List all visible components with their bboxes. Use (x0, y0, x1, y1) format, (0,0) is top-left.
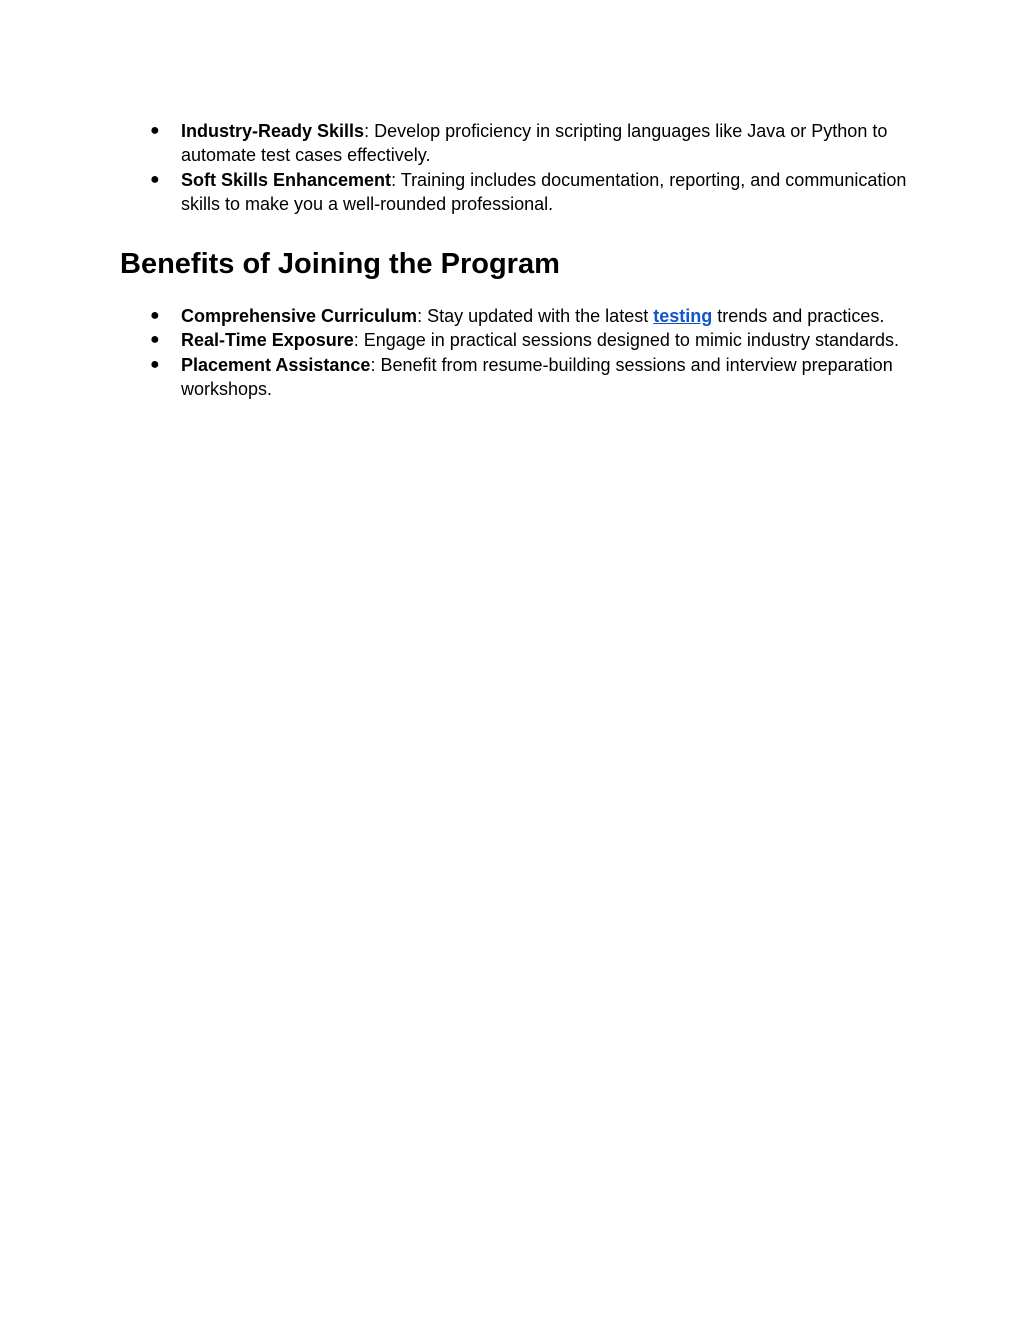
bullet-icon: ● (150, 122, 160, 139)
item-term: Soft Skills Enhancement (181, 169, 392, 190)
item-text: : Engage in practical sessions designed to mimic industry standards. (353, 330, 900, 351)
item-text: : Benefit from resume-building sessions and interview preparation workshops. (181, 354, 893, 399)
section-heading: Benefits of Joining the Program (120, 248, 560, 280)
testing-link[interactable]: testing (653, 306, 713, 326)
item-term: Placement Assistance (181, 354, 371, 375)
list-item (0, 328, 1024, 352)
bullet-icon: ● (150, 355, 160, 373)
item-term: Industry-Ready Skills (181, 121, 365, 141)
item-term: Real-Time Exposure (181, 330, 354, 351)
list-item (0, 304, 1024, 328)
item-text: : Develop proficiency in scripting languages like Java or Python to automate test cases effectively. (181, 121, 888, 166)
item-text: : Stay updated with the latest (417, 306, 654, 326)
benefits-list (0, 304, 1024, 401)
item-term: Comprehensive Curriculum (181, 306, 418, 326)
list-item (0, 353, 1024, 402)
bullet-icon: ● (150, 307, 160, 324)
list-item (0, 168, 1024, 217)
bullet-icon: ● (150, 331, 160, 349)
bullet-icon: ● (150, 170, 160, 188)
item-text: trends and practices. (712, 306, 885, 326)
skills-list (0, 119, 1024, 216)
list-item (0, 119, 1024, 168)
item-text: : Training includes documentation, reporting, and communication skills to make you a well-rounded professional. (181, 169, 907, 214)
